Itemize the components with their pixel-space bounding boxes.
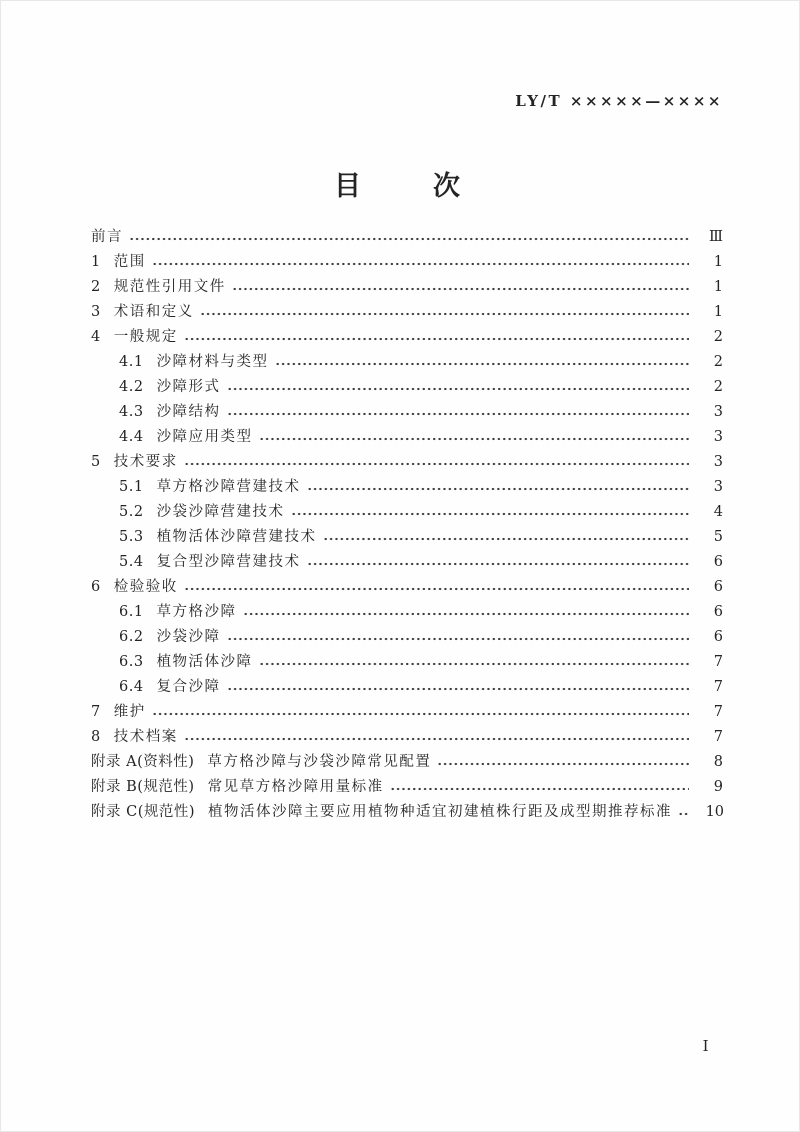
toc-entry-page: 7: [713, 679, 723, 695]
toc-entry-number: 5.2: [119, 504, 144, 520]
toc-entry: [91, 300, 723, 325]
toc-entry-page: 10: [705, 804, 725, 820]
toc-entry: [91, 725, 723, 750]
toc-entry-number: 6.4: [119, 679, 144, 695]
toc-entry: [91, 700, 723, 725]
toc-entry-page: 1: [713, 254, 723, 270]
toc-entry-number: 4.1: [119, 354, 144, 370]
toc-page-title: 目 次: [334, 171, 466, 202]
toc-entry-number: 4.2: [119, 379, 144, 395]
toc-entry-label: 沙障结构: [156, 404, 221, 420]
toc-leader-dots: [390, 786, 689, 792]
toc-entry: [91, 450, 723, 475]
toc-entry-number: 5.3: [119, 529, 144, 545]
toc-entry: [91, 275, 723, 300]
toc-entry-page: 7: [713, 729, 723, 745]
toc-entry: [91, 650, 723, 675]
toc-entry: [91, 225, 723, 250]
toc-entry-number: 6.2: [119, 629, 144, 645]
toc-leader-dots: [129, 236, 689, 242]
toc-entry-label: 植物活体沙障营建技术: [156, 529, 317, 545]
toc-leader-dots: [152, 261, 689, 267]
toc-entry: [91, 250, 723, 275]
toc-entry-label: 植物活体沙障: [156, 654, 253, 670]
toc-entry-label: 草方格沙障: [156, 604, 237, 620]
toc-entry-page: 1: [713, 304, 723, 320]
toc-entry-page: 6: [713, 629, 723, 645]
toc-entry: [91, 425, 723, 450]
toc-entry: [91, 800, 723, 825]
toc-leader-dots: [323, 536, 689, 542]
toc-entry: [91, 750, 723, 775]
toc-entry-number: 2: [91, 279, 101, 295]
toc-entry-page: 3: [713, 479, 723, 495]
toc-entry-page: 3: [713, 429, 723, 445]
toc-list: [91, 225, 723, 825]
toc-entry-label: 草方格沙障营建技术: [156, 479, 301, 495]
toc-entry-label: 前言: [91, 229, 123, 245]
toc-entry-number: 6: [91, 579, 101, 595]
toc-entry-label: 范围: [113, 254, 146, 270]
toc-entry-number: 5.4: [119, 554, 144, 570]
toc-leader-dots: [243, 611, 689, 617]
toc-entry-page: 5: [713, 529, 723, 545]
toc-leader-dots: [275, 361, 689, 367]
toc-entry-label: 草方格沙障与沙袋沙障常见配置: [207, 754, 432, 770]
toc-entry: [91, 625, 723, 650]
toc-leader-dots: [227, 411, 689, 417]
toc-entry: [91, 475, 723, 500]
toc-entry-label: 检验验收: [113, 579, 178, 595]
toc-entry-label: 复合型沙障营建技术: [156, 554, 301, 570]
toc-entry-label: 技术档案: [113, 729, 178, 745]
toc-entry-label: 规范性引用文件: [113, 279, 226, 295]
toc-entry-label: 沙袋沙障: [156, 629, 221, 645]
toc-entry-label: 复合沙障: [156, 679, 221, 695]
toc-entry-number: 附录 C(规范性): [91, 804, 196, 820]
toc-entry-number: 5: [91, 454, 101, 470]
toc-entry-label: 技术要求: [113, 454, 178, 470]
toc-entry: [91, 600, 723, 625]
toc-leader-dots: [437, 761, 689, 767]
toc-entry: [91, 500, 723, 525]
toc-entry-label: 一般规定: [113, 329, 178, 345]
toc-entry-label: 维护: [113, 704, 146, 720]
toc-leader-dots: [184, 736, 689, 742]
toc-entry-page: 4: [713, 504, 723, 520]
toc-leader-dots: [184, 586, 689, 592]
toc-entry: [91, 325, 723, 350]
toc-entry-number: 4.3: [119, 404, 144, 420]
standard-doc-code: LY/T ×××××—××××: [515, 92, 723, 110]
toc-entry-number: 6.3: [119, 654, 144, 670]
toc-entry-page: 9: [713, 779, 723, 795]
toc-entry-page: 2: [713, 354, 723, 370]
toc-entry: [91, 550, 723, 575]
toc-entry: [91, 375, 723, 400]
toc-leader-dots: [307, 561, 689, 567]
toc-entry: [91, 525, 723, 550]
toc-entry: [91, 675, 723, 700]
toc-entry-label: 沙障形式: [156, 379, 221, 395]
toc-entry-number: 4.4: [119, 429, 144, 445]
toc-leader-dots: [184, 336, 689, 342]
toc-leader-dots: [232, 286, 689, 292]
toc-entry-label: 沙袋沙障营建技术: [156, 504, 285, 520]
toc-leader-dots: [259, 436, 689, 442]
toc-entry-page: 2: [713, 379, 723, 395]
toc-entry-number: 7: [91, 704, 101, 720]
toc-entry-page: 3: [713, 454, 723, 470]
toc-entry-number: 1: [91, 254, 101, 270]
toc-entry-page: 2: [713, 329, 723, 345]
toc-entry-label: 常见草方格沙障用量标准: [207, 779, 384, 795]
toc-leader-dots: [678, 811, 690, 817]
toc-entry: [91, 350, 723, 375]
toc-entry-number: 8: [91, 729, 101, 745]
toc-leader-dots: [259, 661, 689, 667]
toc-leader-dots: [184, 461, 689, 467]
toc-entry: [91, 575, 723, 600]
toc-entry-number: 6.1: [119, 604, 144, 620]
toc-entry-page: 8: [713, 754, 723, 770]
toc-entry-number: 5.1: [119, 479, 144, 495]
toc-entry-number: 附录 B(规范性): [91, 779, 195, 795]
toc-entry-label: 沙障应用类型: [156, 429, 253, 445]
toc-leader-dots: [227, 386, 689, 392]
toc-entry-label: 术语和定义: [113, 304, 194, 320]
toc-entry: [91, 775, 723, 800]
toc-entry: [91, 400, 723, 425]
toc-entry-page: 6: [713, 554, 723, 570]
toc-entry-page: Ⅲ: [709, 229, 723, 245]
toc-entry-page: 6: [713, 579, 723, 595]
toc-entry-number: 附录 A(资料性): [91, 754, 195, 770]
toc-entry-page: 7: [713, 704, 723, 720]
toc-leader-dots: [291, 511, 689, 517]
toc-entry-label: 植物活体沙障主要应用植物种适宜初建植株行距及成型期推荐标准: [208, 804, 673, 820]
toc-entry-page: 3: [713, 404, 723, 420]
footer-page-number: Ⅰ: [702, 1037, 709, 1055]
toc-entry-page: 6: [713, 604, 723, 620]
toc-entry-page: 7: [713, 654, 723, 670]
toc-entry-number: 3: [91, 304, 101, 320]
toc-leader-dots: [200, 311, 689, 317]
toc-leader-dots: [227, 686, 689, 692]
toc-entry-page: 1: [713, 279, 723, 295]
toc-entry-number: 4: [91, 329, 101, 345]
toc-entry-label: 沙障材料与类型: [156, 354, 269, 370]
toc-leader-dots: [227, 636, 689, 642]
toc-leader-dots: [307, 486, 689, 492]
toc-leader-dots: [152, 711, 689, 717]
